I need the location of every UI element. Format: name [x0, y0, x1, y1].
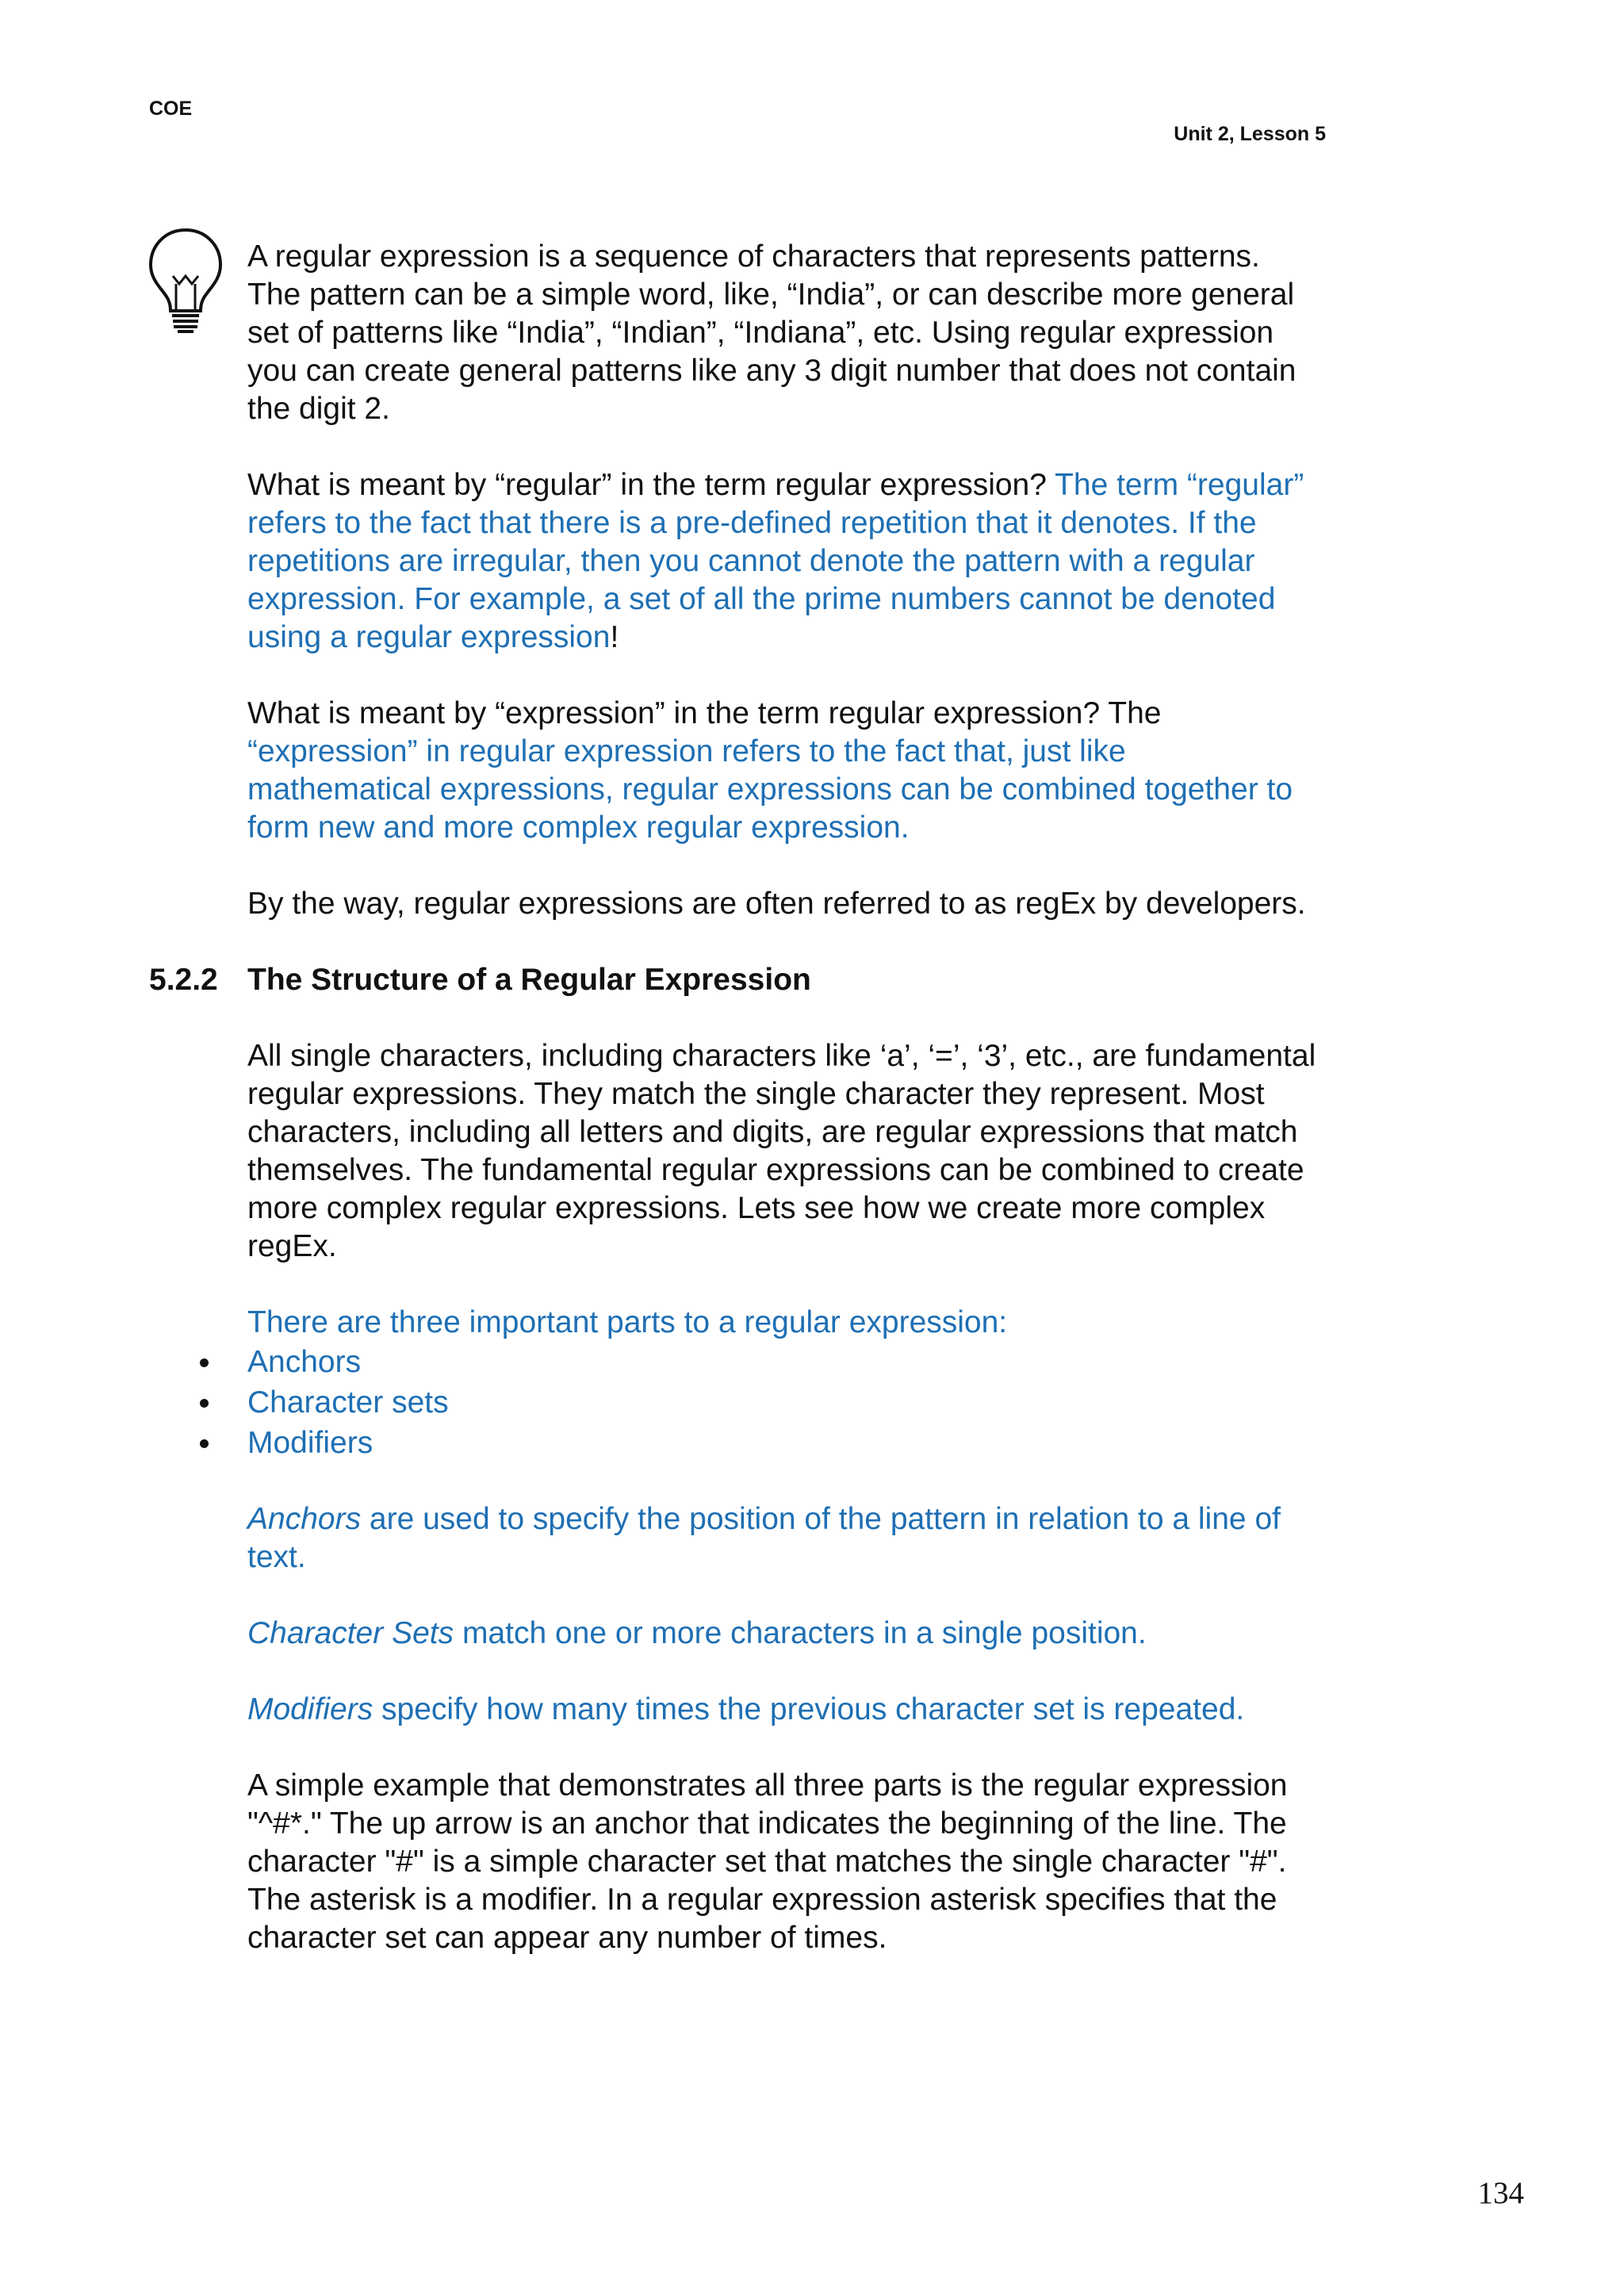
intro-paragraph-3	[247, 695, 1293, 847]
section-number: 5.2.2	[149, 963, 218, 997]
header-course: COE	[149, 98, 193, 120]
intro-paragraph-2	[247, 466, 1304, 657]
term-character-sets: Character Sets	[247, 1616, 454, 1650]
text-line: By the way, regular expressions are often referred to as regEx by developers.	[247, 887, 1306, 921]
answer-regular-line: The term “regular”	[1055, 468, 1304, 502]
answer-regular-line: repetitions are irregular, then you cannot denote the pattern with a regular	[247, 544, 1255, 578]
definition-text: are used to specify the position of the pattern in relation to a line of	[361, 1502, 1281, 1536]
answer-expression-line: “expression” in regular expression refers to the fact that, just like	[247, 734, 1126, 768]
exclamation: !	[610, 620, 619, 654]
text-line: A regular expression is a sequence of characters that represents patterns.	[247, 239, 1260, 274]
text-line: characters, including all letters and digits, are regular expressions that match	[247, 1115, 1298, 1149]
list-item	[247, 1342, 449, 1382]
list-item	[247, 1423, 449, 1463]
list-item	[247, 1382, 449, 1423]
answer-regular-line: using a regular expression	[247, 620, 611, 654]
list-item-label: Modifiers	[247, 1426, 373, 1460]
text-line: A simple example that demonstrates all three parts is the regular expression	[247, 1768, 1288, 1803]
definition-text: text.	[247, 1540, 306, 1574]
text-line: regEx.	[247, 1229, 337, 1263]
text-line: more complex regular expressions. Lets see how we create more complex	[247, 1191, 1266, 1225]
list-item-label: Character sets	[247, 1385, 449, 1420]
question-regular: What is meant by “regular” in the term regular expression?	[247, 468, 1055, 502]
text-line: you can create general patterns like any 3 digit number that does not contain	[247, 354, 1297, 388]
anchors-definition	[247, 1500, 1281, 1577]
section-title: The Structure of a Regular Expression	[247, 963, 811, 997]
parts-intro: There are three important parts to a regular expression:	[247, 1305, 1008, 1339]
answer-regular-line: expression. For example, a set of all the prime numbers cannot be denoted	[247, 582, 1276, 616]
text-line: the digit 2.	[247, 392, 390, 426]
answer-expression-line: mathematical expressions, regular expressions can be combined together to	[247, 772, 1293, 807]
text-line: "^#*." The up arrow is an anchor that indicates the beginning of the line. The	[247, 1806, 1287, 1841]
modifiers-definition	[247, 1691, 1244, 1729]
text-line: character set can appear any number of times.	[247, 1921, 887, 1955]
text-line: character "#" is a simple character set that matches the single character "#".	[247, 1845, 1287, 1879]
text-line: set of patterns like “India”, “Indian”, “Indiana”, etc. Using regular expression	[247, 316, 1274, 350]
text-line: The pattern can be a simple word, like, “India”, or can describe more general	[247, 278, 1295, 312]
example-paragraph	[247, 1767, 1288, 1957]
question-expression: What is meant by “expression” in the term regular expression? The	[247, 696, 1162, 730]
intro-paragraph-1	[247, 238, 1297, 428]
text-line: The asterisk is a modifier. In a regular expression asterisk specifies that the	[247, 1883, 1277, 1917]
parts-list	[247, 1342, 449, 1463]
page-number: 134	[1477, 2176, 1524, 2210]
term-anchors: Anchors	[247, 1502, 362, 1536]
text-line: All single characters, including characters like ‘a’, ‘=’, ‘3’, etc., are fundamental	[247, 1039, 1316, 1073]
bullet-icon	[200, 1439, 209, 1448]
intro-paragraph-4	[247, 885, 1306, 923]
definition-text: match one or more characters in a single position.	[454, 1616, 1147, 1650]
definition-text: specify how many times the previous character set is repeated.	[373, 1692, 1245, 1726]
answer-regular-line: refers to the fact that there is a pre-defined repetition that it denotes. If the	[247, 506, 1257, 540]
term-modifiers: Modifiers	[247, 1692, 373, 1726]
list-item-label: Anchors	[247, 1345, 362, 1379]
text-line: regular expressions. They match the single character they represent. Most	[247, 1077, 1265, 1111]
charsets-definition	[247, 1615, 1147, 1653]
section-paragraph-1	[247, 1037, 1316, 1266]
text-line: themselves. The fundamental regular expressions can be combined to create	[247, 1153, 1304, 1187]
bullet-icon	[200, 1358, 209, 1367]
bullet-icon	[200, 1399, 209, 1408]
answer-expression-line: form new and more complex regular expression.	[247, 810, 910, 845]
lightbulb-icon	[146, 225, 225, 336]
header-unit-lesson: Unit 2, Lesson 5	[1174, 123, 1326, 145]
